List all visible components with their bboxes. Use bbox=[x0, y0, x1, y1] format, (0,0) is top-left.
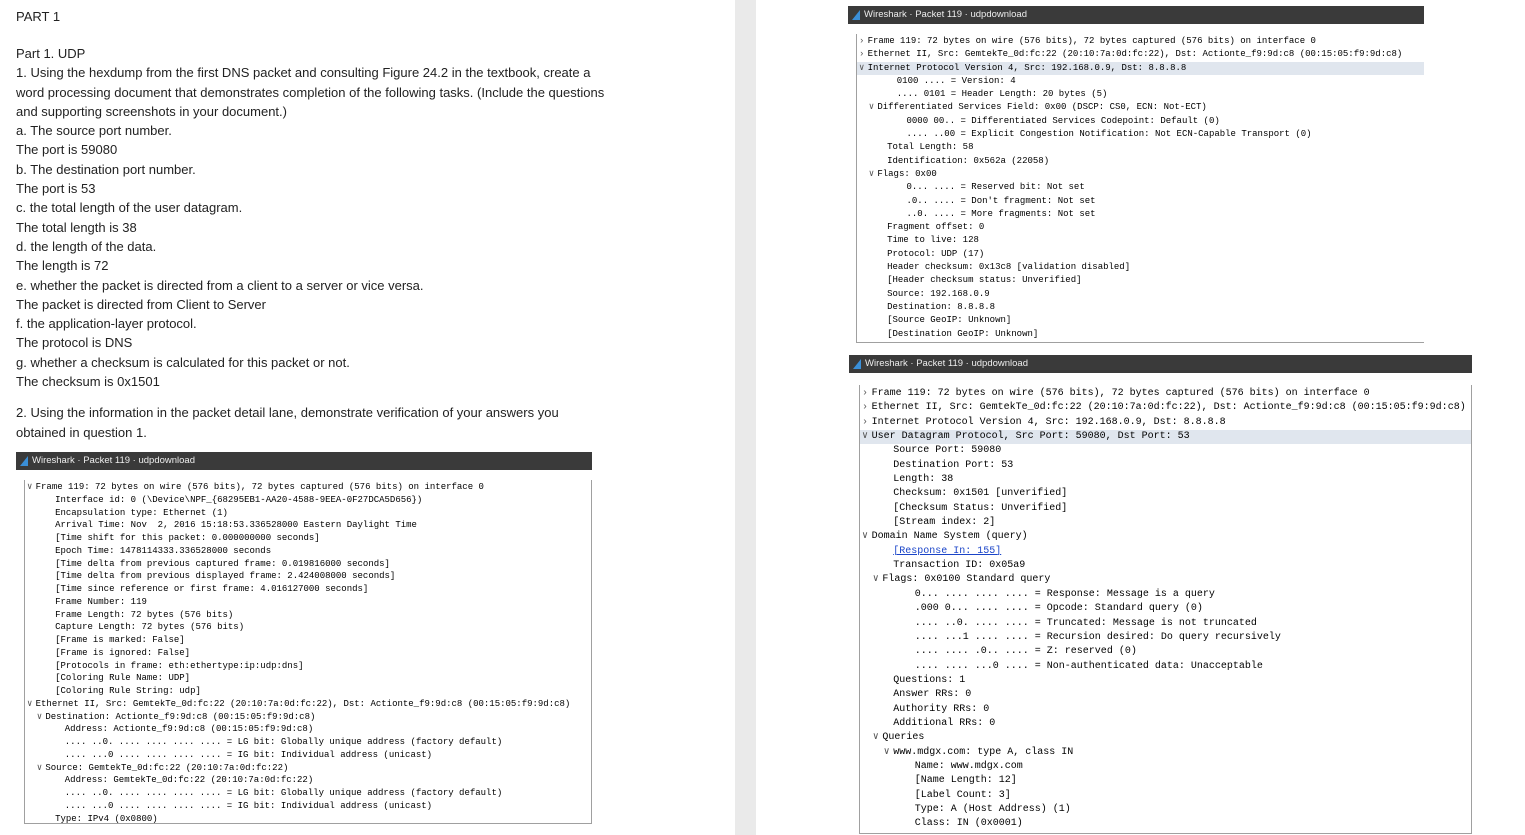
document-line: and supporting screenshots in your document.) bbox=[16, 103, 287, 119]
window-title: Wireshark · Packet 119 · udpdownload bbox=[865, 358, 1028, 369]
document-page-left bbox=[0, 0, 735, 835]
document-line: The length is 72 bbox=[16, 258, 109, 274]
tree-text: Source: GemtekTe_0d:fc:22 (20:10:7a:0d:fc:22) bbox=[45, 762, 289, 773]
document-line: The port is 53 bbox=[16, 181, 96, 197]
window-title: Wireshark · Packet 119 · udpdownload bbox=[864, 9, 1027, 20]
tree-text: Length: 38 bbox=[893, 474, 954, 486]
tree-field[interactable] bbox=[857, 181, 1424, 194]
tree-field[interactable] bbox=[25, 545, 591, 558]
tree-text: Internet Protocol Version 4, Src: 192.168.0.9, Dst: 8.8.8.8 bbox=[871, 416, 1226, 428]
tree-node[interactable] bbox=[25, 481, 591, 494]
tree-node[interactable] bbox=[860, 746, 1471, 760]
tree-node[interactable] bbox=[860, 416, 1471, 430]
tree-field[interactable] bbox=[860, 631, 1471, 645]
tree-field[interactable] bbox=[25, 660, 591, 673]
tree-field[interactable] bbox=[857, 195, 1424, 208]
tree-text: .0.. .... = Don't fragment: Not set bbox=[906, 195, 1096, 206]
tree-text: Arrival Time: Nov 2, 2016 15:18:53.336528000 Eastern Daylight Time bbox=[55, 520, 417, 531]
tree-node[interactable] bbox=[857, 101, 1424, 114]
tree-text: [Frame is ignored: False] bbox=[55, 647, 191, 658]
tree-text: .... .... .0.. .... = Z: reserved (0) bbox=[914, 646, 1137, 658]
tree-field[interactable] bbox=[25, 647, 591, 660]
document-line: g. whether a checksum is calculated for this packet or not. bbox=[16, 354, 350, 370]
chevron-down-icon[interactable]: ∨ bbox=[36, 762, 43, 773]
tree-field[interactable] bbox=[857, 301, 1424, 314]
tree-field[interactable] bbox=[25, 570, 591, 583]
tree-field[interactable] bbox=[25, 532, 591, 545]
tree-field[interactable] bbox=[860, 688, 1471, 702]
tree-text: [Coloring Rule String: udp] bbox=[55, 686, 201, 696]
window-title-bar bbox=[848, 6, 1424, 24]
tree-text: Header checksum: 0x13c8 [validation disabled] bbox=[887, 262, 1131, 273]
tree-text: Address: Actionte_f9:9d:c8 (00:15:05:f9:9d:c8) bbox=[64, 724, 314, 735]
tree-text: [Name Length: 12] bbox=[914, 775, 1017, 787]
tree-field[interactable] bbox=[25, 609, 591, 622]
tree-text: Ethernet II, Src: GemtekTe_0d:fc:22 (20:10:7a:0d:fc:22), Dst: Actionte_f9:9d:c8 (00:15:05:f9:9d:c8) bbox=[35, 698, 571, 709]
tree-text: Ethernet II, Src: GemtekTe_0d:fc:22 (20:10:7a:0d:fc:22), Dst: Actionte_f9:9d:c8 (00:15:05:f9:9d:c8) bbox=[867, 49, 1403, 60]
tree-text: .... ..00 = Explicit Congestion Notification: Not ECN-Capable Transport (0) bbox=[906, 129, 1312, 140]
tree-text: [Time delta from previous captured frame: 0.019816000 seconds] bbox=[55, 558, 390, 569]
chevron-down-icon[interactable]: ∨ bbox=[36, 711, 43, 722]
chevron-right-icon[interactable]: › bbox=[862, 388, 869, 399]
document-line: The total length is 38 bbox=[16, 219, 137, 235]
tree-field[interactable] bbox=[860, 444, 1471, 458]
document-line: a. The source port number. bbox=[16, 123, 172, 139]
tree-field[interactable] bbox=[857, 208, 1424, 221]
tree-text: Differentiated Services Field: 0x00 (DSCP: CS0, ECN: Not-ECT) bbox=[877, 102, 1207, 113]
tree-text: Type: A (Host Address) (1) bbox=[914, 803, 1071, 815]
tree-field[interactable] bbox=[860, 674, 1471, 688]
document-line: The checksum is 0x1501 bbox=[16, 374, 160, 390]
page-gutter bbox=[735, 0, 756, 835]
tree-field[interactable] bbox=[860, 817, 1471, 831]
chevron-right-icon[interactable]: › bbox=[862, 416, 869, 428]
part-heading: PART 1 bbox=[16, 9, 61, 24]
document-line: c. the total length of the user datagram. bbox=[16, 200, 243, 216]
tree-text: ..0. .... = More fragments: Not set bbox=[906, 208, 1096, 219]
tree-field[interactable] bbox=[857, 128, 1424, 141]
tree-field[interactable] bbox=[860, 803, 1471, 817]
document-line: word processing document that demonstrates completion of the following tasks. (Include the questions bbox=[16, 84, 605, 100]
tree-text: Answer RRs: 0 bbox=[893, 689, 972, 701]
tree-field[interactable] bbox=[860, 487, 1471, 501]
tree-field[interactable] bbox=[860, 602, 1471, 616]
tree-text: Protocol: UDP (17) bbox=[887, 248, 985, 259]
tree-field[interactable] bbox=[860, 774, 1471, 788]
tree-field[interactable] bbox=[25, 494, 591, 507]
tree-text: [Protocols in frame: eth:ethertype:ip:udp:dns] bbox=[55, 660, 304, 671]
document-line: 2. Using the information in the packet detail lane, demonstrate verification of your answers you bbox=[16, 405, 559, 420]
tree-node[interactable] bbox=[857, 62, 1424, 75]
wireshark-fin-icon bbox=[851, 9, 861, 21]
packet-detail-tree[interactable] bbox=[859, 385, 1472, 834]
tree-field[interactable] bbox=[857, 221, 1424, 234]
tree-field[interactable] bbox=[857, 88, 1424, 101]
response-link[interactable]: [Response In: 155] bbox=[893, 545, 1002, 557]
question-two-text bbox=[16, 403, 656, 443]
tree-text: .... ..0. .... .... = Truncated: Message is not truncated bbox=[914, 617, 1257, 629]
tree-text: Destination: Actionte_f9:9d:c8 (00:15:05:f9:9d:c8) bbox=[45, 711, 316, 722]
document-line: The protocol is DNS bbox=[16, 335, 133, 351]
chevron-right-icon[interactable]: › bbox=[862, 402, 869, 414]
chevron-down-icon[interactable]: ∨ bbox=[868, 168, 875, 179]
tree-field[interactable] bbox=[857, 155, 1424, 168]
tree-field[interactable] bbox=[857, 314, 1424, 327]
tree-text: Time to live: 128 bbox=[887, 235, 979, 246]
tree-field[interactable] bbox=[857, 248, 1424, 261]
tree-field[interactable] bbox=[860, 617, 1471, 631]
document-line: b. The destination port number. bbox=[16, 161, 196, 177]
tree-text: .... ..0. .... .... .... .... = LG bit: Globally unique address (factory default) bbox=[64, 788, 503, 798]
tree-node[interactable] bbox=[25, 762, 591, 775]
chevron-down-icon[interactable]: ∨ bbox=[862, 431, 869, 443]
tree-field[interactable] bbox=[860, 789, 1471, 803]
tree-node[interactable] bbox=[857, 35, 1424, 48]
tree-text: .... .... ...0 .... = Non-authenticated data: Unacceptable bbox=[914, 660, 1263, 672]
tree-node[interactable] bbox=[860, 573, 1471, 587]
tree-field[interactable] bbox=[860, 559, 1471, 573]
tree-field[interactable] bbox=[25, 774, 591, 787]
wireshark-fin-icon bbox=[852, 358, 862, 370]
tree-field[interactable] bbox=[25, 558, 591, 571]
document-line: d. the length of the data. bbox=[16, 238, 157, 254]
tree-text: Encapsulation type: Ethernet (1) bbox=[55, 507, 228, 518]
tree-node[interactable] bbox=[25, 698, 591, 711]
document-line: The port is 59080 bbox=[16, 142, 118, 158]
tree-field[interactable] bbox=[860, 660, 1471, 674]
tree-text: Flags: 0x00 bbox=[877, 168, 937, 179]
tree-node[interactable] bbox=[860, 430, 1471, 444]
tree-field[interactable] bbox=[25, 787, 591, 800]
tree-text: Ethernet II, Src: GemtekTe_0d:fc:22 (20:10:7a:0d:fc:22), Dst: Actionte_f9:9d:c8 (00:15:05:f9:9d:c8) bbox=[871, 402, 1466, 414]
question-one-text bbox=[16, 44, 656, 391]
tree-field[interactable] bbox=[25, 813, 591, 825]
tree-node[interactable] bbox=[857, 168, 1424, 181]
tree-text: [Time delta from previous displayed frame: 2.424008000 seconds] bbox=[55, 571, 396, 582]
tree-text: Checksum: 0x1501 [unverified] bbox=[893, 488, 1068, 500]
tree-field[interactable] bbox=[860, 459, 1471, 473]
tree-field[interactable] bbox=[25, 685, 591, 698]
tree-text: .... ...0 .... .... .... .... = IG bit: Individual address (unicast) bbox=[64, 800, 433, 811]
tree-node[interactable] bbox=[857, 48, 1424, 61]
tree-text: Questions: 1 bbox=[893, 674, 966, 686]
tree-field[interactable] bbox=[857, 115, 1424, 128]
tree-field[interactable] bbox=[860, 703, 1471, 717]
tree-field[interactable] bbox=[857, 141, 1424, 154]
tree-text: [Frame is marked: False] bbox=[55, 635, 185, 645]
tree-field[interactable] bbox=[25, 519, 591, 532]
tree-text: 0100 .... = Version: 4 bbox=[896, 75, 1016, 86]
tree-text: [Destination GeoIP: Unknown] bbox=[887, 328, 1039, 339]
tree-field[interactable] bbox=[25, 596, 591, 609]
window-title: Wireshark · Packet 119 · udpdownload bbox=[32, 455, 195, 466]
packet-detail-tree[interactable] bbox=[24, 480, 592, 824]
document-line: f. the application-layer protocol. bbox=[16, 316, 197, 332]
tree-text: Queries bbox=[882, 732, 925, 744]
tree-text: [Time shift for this packet: 0.000000000 seconds] bbox=[55, 533, 320, 543]
tree-text: Source: 192.168.0.9 bbox=[887, 288, 990, 299]
tree-text: [Label Count: 3] bbox=[914, 789, 1011, 801]
document-page-right bbox=[756, 0, 1525, 835]
tree-field[interactable] bbox=[25, 736, 591, 749]
tree-field[interactable] bbox=[25, 723, 591, 736]
tree-text: Identification: 0x562a (22058) bbox=[887, 155, 1050, 166]
document-line: e. whether the packet is directed from a client to a server or vice versa. bbox=[16, 277, 424, 293]
tree-text: [Coloring Rule Name: UDP] bbox=[55, 673, 191, 684]
tree-field[interactable] bbox=[860, 760, 1471, 774]
tree-field[interactable] bbox=[25, 672, 591, 685]
tree-field[interactable] bbox=[857, 234, 1424, 247]
tree-text: .... ...1 .... .... = Recursion desired: Do query recursively bbox=[914, 631, 1281, 643]
tree-text: Type: IPv4 (0x0800) bbox=[55, 813, 158, 824]
tree-field[interactable] bbox=[857, 75, 1424, 88]
tree-text: Class: IN (0x0001) bbox=[914, 818, 1023, 830]
tree-text: www.mdgx.com: type A, class IN bbox=[893, 746, 1074, 758]
wireshark-udp-window bbox=[849, 355, 1472, 834]
tree-text: Total Length: 58 bbox=[887, 142, 974, 153]
tree-field[interactable] bbox=[25, 634, 591, 647]
tree-field[interactable] bbox=[860, 516, 1471, 530]
chevron-down-icon[interactable]: ∨ bbox=[862, 531, 869, 543]
tree-node[interactable] bbox=[25, 711, 591, 724]
chevron-down-icon[interactable]: ∨ bbox=[872, 574, 879, 586]
document-line: Part 1. UDP bbox=[16, 46, 86, 61]
document-heading bbox=[16, 7, 656, 26]
tree-field[interactable] bbox=[860, 717, 1471, 731]
tree-text: User Datagram Protocol, Src Port: 59080, Dst Port: 53 bbox=[871, 431, 1190, 443]
wireshark-ip-window bbox=[848, 6, 1424, 343]
tree-text: [Source GeoIP: Unknown] bbox=[887, 315, 1012, 326]
wireshark-frame-window bbox=[16, 452, 592, 824]
chevron-down-icon[interactable]: ∨ bbox=[27, 698, 33, 709]
tree-text: Internet Protocol Version 4, Src: 192.168.0.9, Dst: 8.8.8.8 bbox=[867, 62, 1187, 73]
tree-node[interactable] bbox=[860, 387, 1471, 401]
tree-text: Address: GemtekTe_0d:fc:22 (20:10:7a:0d:fc:22) bbox=[64, 775, 314, 786]
tree-field[interactable] bbox=[860, 502, 1471, 516]
tree-text: Source Port: 59080 bbox=[893, 445, 1002, 457]
tree-field[interactable] bbox=[857, 261, 1424, 274]
tree-text: .000 0... .... .... = Opcode: Standard query (0) bbox=[914, 603, 1203, 615]
tree-text: .... 0101 = Header Length: 20 bytes (5) bbox=[896, 89, 1108, 100]
tree-text: Frame Length: 72 bytes (576 bits) bbox=[55, 609, 234, 620]
tree-text: [Header checksum status: Unverified] bbox=[887, 275, 1082, 286]
document-line: The packet is directed from Client to Server bbox=[16, 296, 266, 312]
tree-text: Flags: 0x0100 Standard query bbox=[882, 574, 1051, 586]
chevron-down-icon[interactable]: ∨ bbox=[859, 62, 865, 73]
tree-text: .... ...0 .... .... .... .... = IG bit: Individual address (unicast) bbox=[64, 749, 433, 760]
tree-field[interactable] bbox=[857, 328, 1424, 341]
tree-field[interactable] bbox=[25, 621, 591, 634]
tree-text: Frame 119: 72 bytes on wire (576 bits), 72 bytes captured (576 bits) on interface 0 bbox=[867, 36, 1316, 46]
tree-field[interactable] bbox=[857, 288, 1424, 301]
tree-text: Capture Length: 72 bytes (576 bits) bbox=[55, 622, 245, 633]
tree-text: 0000 00.. = Differentiated Services Codepoint: Default (0) bbox=[906, 115, 1220, 126]
tree-field[interactable] bbox=[25, 800, 591, 813]
tree-text: Transaction ID: 0x05a9 bbox=[893, 560, 1026, 572]
tree-text: Additional RRs: 0 bbox=[893, 717, 996, 729]
tree-text: Destination: 8.8.8.8 bbox=[887, 301, 996, 312]
tree-field[interactable] bbox=[857, 274, 1424, 287]
tree-text: Frame 119: 72 bytes on wire (576 bits), 72 bytes captured (576 bits) on interface 0 bbox=[35, 482, 484, 492]
tree-text: Domain Name System (query) bbox=[871, 531, 1028, 543]
tree-text: Frame Number: 119 bbox=[55, 596, 147, 607]
tree-field[interactable] bbox=[860, 645, 1471, 659]
tree-text: [Stream index: 2] bbox=[893, 517, 996, 529]
tree-text: Destination Port: 53 bbox=[893, 459, 1014, 471]
tree-node[interactable] bbox=[860, 401, 1471, 415]
tree-text: Authority RRs: 0 bbox=[893, 703, 990, 715]
tree-text: 0... .... .... .... = Response: Message is a query bbox=[914, 588, 1215, 600]
tree-text: .... ..0. .... .... .... .... = LG bit: Globally unique address (factory default) bbox=[64, 737, 503, 747]
tree-text: Fragment offset: 0 bbox=[887, 222, 985, 233]
chevron-down-icon[interactable]: ∨ bbox=[27, 482, 33, 492]
tree-field[interactable] bbox=[25, 507, 591, 520]
chevron-right-icon[interactable]: › bbox=[859, 49, 865, 60]
tree-text: Frame 119: 72 bytes on wire (576 bits), 72 bytes captured (576 bits) on interface 0 bbox=[871, 388, 1370, 399]
chevron-down-icon[interactable]: ∨ bbox=[883, 746, 890, 758]
chevron-right-icon[interactable]: › bbox=[859, 36, 865, 46]
tree-field[interactable] bbox=[25, 583, 591, 596]
tree-node[interactable] bbox=[860, 731, 1471, 745]
wireshark-fin-icon bbox=[19, 455, 29, 467]
window-title-bar bbox=[849, 355, 1472, 373]
tree-text: [Time since reference or first frame: 4.016127000 seconds] bbox=[55, 584, 369, 594]
tree-field[interactable] bbox=[860, 545, 1471, 559]
tree-node[interactable] bbox=[860, 530, 1471, 544]
chevron-down-icon[interactable]: ∨ bbox=[872, 732, 879, 744]
document-line: obtained in question 1. bbox=[16, 425, 147, 440]
packet-detail-tree[interactable] bbox=[856, 34, 1424, 343]
tree-text: Name: www.mdgx.com bbox=[914, 760, 1023, 772]
chevron-down-icon[interactable]: ∨ bbox=[868, 102, 875, 113]
tree-field[interactable] bbox=[25, 749, 591, 762]
tree-text: 0... .... = Reserved bit: Not set bbox=[906, 182, 1085, 193]
tree-field[interactable] bbox=[860, 473, 1471, 487]
tree-field[interactable] bbox=[860, 588, 1471, 602]
tree-text: Interface id: 0 (\Device\NPF_{68295EB1-AA20-4588-9EEA-0F27DCA5D656}) bbox=[55, 494, 423, 505]
tree-text: [Checksum Status: Unverified] bbox=[893, 502, 1068, 514]
window-title-bar bbox=[16, 452, 592, 470]
tree-text: Epoch Time: 1478114333.336528000 seconds bbox=[55, 545, 272, 556]
document-line: 1. Using the hexdump from the first DNS packet and consulting Figure 24.2 in the textbook, create a bbox=[16, 65, 591, 81]
